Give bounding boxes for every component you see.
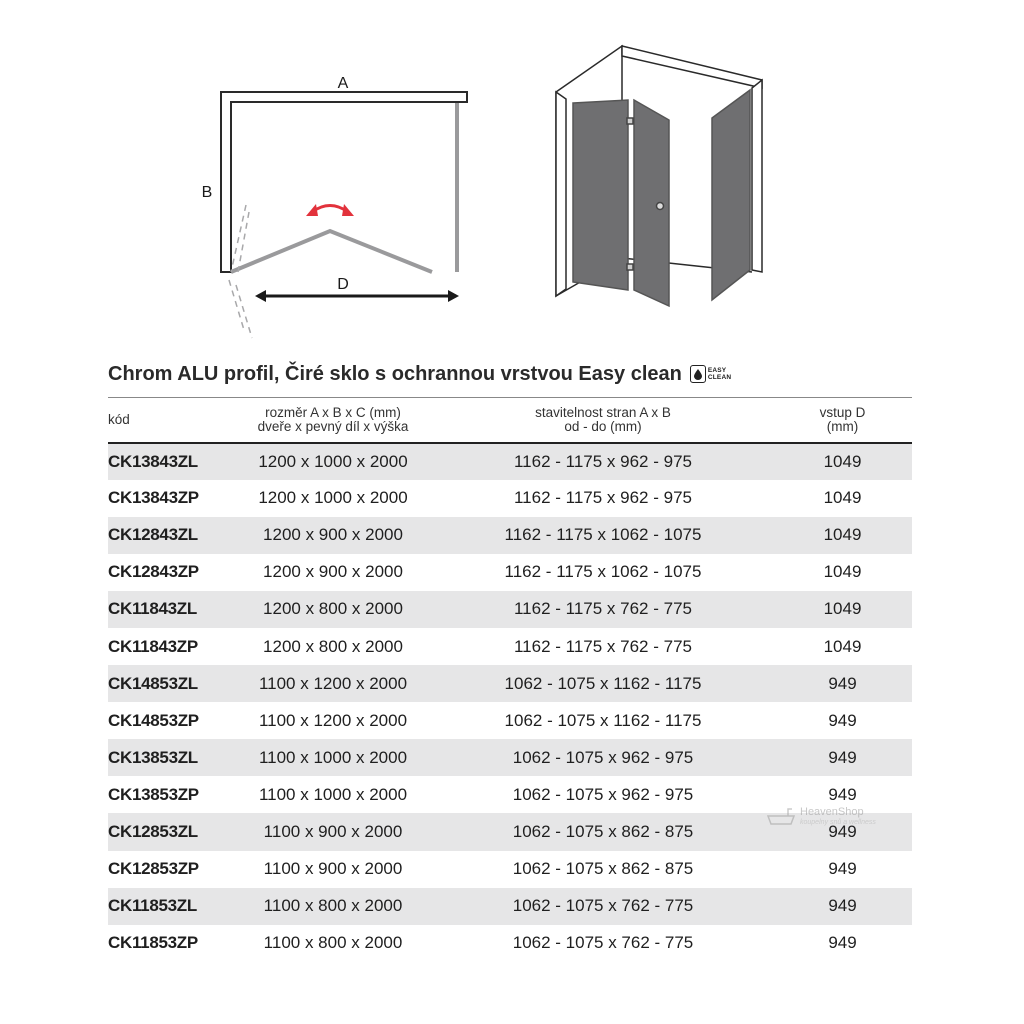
- dimensions-cell: 1100 x 1200 x 2000: [258, 710, 408, 730]
- easy-clean-line1: EASY: [707, 367, 727, 374]
- swing-dash-lower-2: [236, 285, 252, 338]
- bathtub-logo-icon: [766, 806, 796, 828]
- entry-width-cell: 949: [828, 821, 857, 841]
- entry-width-cell: 949: [828, 859, 857, 879]
- product-code: CK12843ZL: [108, 525, 198, 545]
- product-code: CK11853ZP: [108, 933, 198, 953]
- adjustability-cell: 1162 - 1175 x 962 - 975: [513, 451, 692, 471]
- adjustability-cell: 1162 - 1175 x 1062 - 1075: [504, 562, 702, 582]
- table-row: [108, 591, 912, 628]
- product-code: CK12853ZP: [108, 859, 199, 879]
- label-a: A: [337, 75, 349, 92]
- product-code: CK14853ZP: [108, 710, 199, 730]
- table-row: [108, 702, 912, 739]
- entry-width-cell: 949: [828, 784, 857, 804]
- entry-width-cell: 1049: [823, 599, 862, 619]
- header-dimensions: [233, 398, 433, 443]
- header-adjustability-line1: stavitelnost stran A x B: [535, 404, 671, 420]
- glass-door: [634, 100, 669, 306]
- header-dimensions-line2: dveře x pevný díl x výška: [257, 418, 409, 434]
- dimensions-cell: 1200 x 1000 x 2000: [258, 488, 408, 508]
- dimensions-cell: 1100 x 800 x 2000: [263, 933, 403, 953]
- header-adjustability: [433, 398, 773, 443]
- dimensions-cell: 1100 x 1000 x 2000: [258, 747, 408, 767]
- product-code: CK13843ZL: [108, 451, 198, 471]
- adjustability-cell: 1062 - 1075 x 862 - 875: [512, 859, 694, 879]
- entry-width-cell: 1049: [823, 451, 862, 471]
- product-diagrams: [0, 0, 1024, 350]
- entry-width-cell: 949: [828, 673, 857, 693]
- dimensions-cell: 1100 x 1200 x 2000: [258, 673, 408, 693]
- product-code: CK11843ZL: [108, 599, 197, 619]
- product-code: CK12843ZP: [108, 562, 199, 582]
- header-dimensions-line1: rozměr A x B x C (mm): [265, 404, 401, 420]
- entry-width-cell: 1049: [823, 488, 862, 508]
- dimensions-cell: 1100 x 1000 x 2000: [258, 784, 408, 804]
- entry-width-cell: 949: [828, 933, 857, 953]
- dimensions-cell: 1200 x 900 x 2000: [263, 562, 403, 582]
- table-row: [108, 480, 912, 517]
- door-knob: [657, 203, 664, 210]
- bifold-door: [231, 231, 432, 272]
- header-entry: [773, 398, 912, 443]
- easy-clean-badge: [690, 365, 731, 383]
- easy-clean-label: [708, 367, 731, 381]
- glass-panel-left: [573, 100, 628, 290]
- header-entry-line1: vstup D: [819, 404, 866, 420]
- header-entry-line2: (mm): [826, 418, 859, 434]
- hinge-top: [627, 118, 633, 124]
- product-code: CK13853ZL: [108, 747, 198, 767]
- watermark-brand: HeavenShop: [800, 806, 864, 818]
- water-drop-icon: [690, 365, 706, 383]
- adjustability-cell: 1062 - 1075 x 762 - 775: [512, 896, 694, 916]
- table-row: [108, 851, 912, 888]
- table-row: [108, 665, 912, 702]
- dimensions-cell: 1200 x 1000 x 2000: [258, 451, 408, 471]
- watermark-tagline: koupelny snů a wellness: [800, 819, 876, 826]
- swing-arrow-icon: [306, 204, 354, 216]
- heading-text: Chrom ALU profil, Čiré sklo s ochrannou vrstvou Easy clean: [108, 362, 682, 385]
- product-code: CK11853ZL: [108, 896, 197, 916]
- adjustability-cell: 1062 - 1075 x 962 - 975: [512, 784, 694, 804]
- spec-table: [108, 397, 912, 962]
- hinge-bottom: [627, 264, 633, 270]
- glass-panel-right: [712, 90, 750, 300]
- top-beam: [622, 46, 762, 88]
- adjustability-cell: 1062 - 1075 x 962 - 975: [512, 747, 694, 767]
- dimensions-cell: 1200 x 800 x 2000: [263, 636, 403, 656]
- product-code: CK13853ZP: [108, 784, 199, 804]
- table-row: [108, 888, 912, 925]
- heavenshop-watermark: [766, 806, 886, 832]
- entry-width-cell: 1049: [823, 562, 862, 582]
- adjustability-cell: 1162 - 1175 x 762 - 775: [513, 636, 692, 656]
- swing-dash-upper-2: [238, 212, 249, 272]
- entry-width-cell: 1049: [823, 525, 862, 545]
- adjustability-cell: 1162 - 1175 x 762 - 775: [513, 599, 692, 619]
- floor-plan-diagram: [202, 75, 467, 338]
- dimensions-cell: 1200 x 800 x 2000: [263, 599, 403, 619]
- product-code: CK11843ZP: [108, 636, 198, 656]
- adjustability-cell: 1162 - 1175 x 1062 - 1075: [504, 525, 702, 545]
- entry-width-cell: 1049: [823, 636, 862, 656]
- dimensions-cell: 1100 x 900 x 2000: [263, 821, 403, 841]
- table-row: [108, 628, 912, 665]
- easy-clean-line2: CLEAN: [707, 374, 732, 381]
- product-code: CK12853ZL: [108, 821, 198, 841]
- entry-width-cell: 949: [828, 710, 857, 730]
- table-row: [108, 739, 912, 776]
- label-b: B: [201, 184, 213, 201]
- adjustability-cell: 1062 - 1075 x 1162 - 1175: [504, 673, 702, 693]
- label-d: D: [337, 276, 349, 293]
- product-heading: [108, 360, 731, 388]
- table-row: [108, 554, 912, 591]
- header-code: kód: [108, 411, 130, 427]
- dimension-d-arrow: [255, 290, 459, 302]
- table-row: [108, 443, 912, 480]
- wall-profile: [221, 92, 467, 272]
- entry-width-cell: 949: [828, 896, 857, 916]
- perspective-drawing: [556, 46, 762, 306]
- right-wall: [752, 80, 762, 272]
- entry-width-cell: 949: [828, 747, 857, 767]
- dimensions-cell: 1100 x 900 x 2000: [263, 859, 403, 879]
- table-row: [108, 925, 912, 962]
- product-code: CK14853ZL: [108, 673, 198, 693]
- product-code: CK13843ZP: [108, 488, 199, 508]
- adjustability-cell: 1062 - 1075 x 862 - 875: [512, 821, 694, 841]
- dimensions-cell: 1100 x 800 x 2000: [263, 896, 403, 916]
- dimensions-cell: 1200 x 900 x 2000: [263, 525, 403, 545]
- adjustability-cell: 1062 - 1075 x 762 - 775: [512, 933, 694, 953]
- header-adjustability-line2: od - do (mm): [564, 418, 642, 434]
- adjustability-cell: 1162 - 1175 x 962 - 975: [513, 488, 692, 508]
- table-row: [108, 517, 912, 554]
- adjustability-cell: 1062 - 1075 x 1162 - 1175: [504, 710, 702, 730]
- table-header-row: [108, 398, 912, 443]
